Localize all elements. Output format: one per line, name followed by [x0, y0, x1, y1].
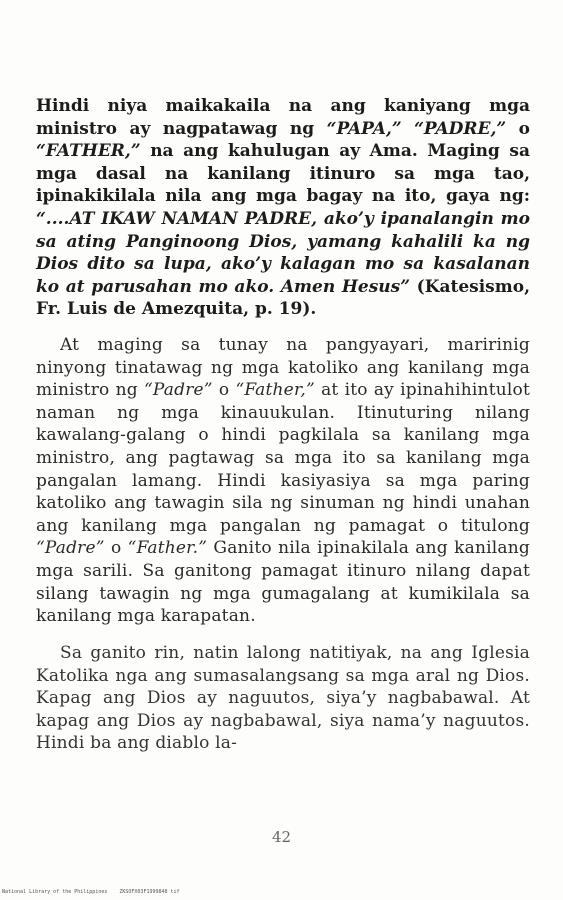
- paragraph-2: [36, 334, 530, 628]
- text-run: o: [506, 118, 530, 139]
- italic-run: “Padre”: [36, 538, 105, 559]
- italic-run: “FATHER,”: [36, 141, 141, 162]
- footer-library: National Library of the Philippines: [2, 889, 108, 895]
- text-run: at ito ay ipinahihintulot naman ng mga kinauukulan. Itinuturing nilang kawalang-galang o hindi pagkilala sa kanilang mga ministro, ang pagtawag sa mga ito sa kanilang mga pangalan lamang. Hindi kasiyasiya sa mga paring katoliko ang tawagin sila ng sinuman ng hindi unahan ang kanilang mga pangalan ng pamagat o titulong: [36, 380, 530, 536]
- footer-code: ZKSOFX03F1999848 tif: [119, 889, 180, 895]
- text-run: At maging sa tunay na pangyayari, maririnig ninyong tinatawag ng mga katoliko ang kanilang mga ministro ng: [36, 335, 530, 401]
- text-run: Sa ganito rin, natin lalong natitiyak, na ang Iglesia Katolika nga ang sumasalangsang sa mga aral ng Dios. Kapag ang Dios ay naguutos, siya’y nagbabawal. At kapag ang Dios ay nagbabawal, siya nama’y naguutos. Hindi ba ang diablo la-: [36, 643, 530, 754]
- italic-run: “Father,”: [235, 380, 315, 401]
- italic-run: “Father.”: [127, 538, 208, 559]
- scan-footer: [2, 889, 192, 895]
- text-run: o: [104, 538, 128, 559]
- prayer-quote: “....AT IKAW NAMAN PADRE, ako’y ipanalangin mo sa ating Panginoong Dios, yamang kahalili ka ng Dios dito sa lupa, ako’y kalagan mo sa kasalanan ko at parusahan mo ako. Amen Hesus”: [36, 208, 530, 297]
- citation: (Katesismo, Fr. Luis de Amezquita, p. 19).: [36, 276, 530, 320]
- italic-run: “Padre”: [144, 380, 213, 401]
- text-run: o: [212, 380, 236, 401]
- paragraph-1: [36, 95, 530, 321]
- paragraph-3: [36, 642, 530, 755]
- text-run: Ganito nila ipinakilala ang kanilang mga sarili. Sa ganitong pamagat itinuro nilang dapat silang tawagin ng mga gumagalang at kumikilala sa kanilang mga karapatan.: [36, 538, 530, 627]
- text-run: Hindi niya maikakaila na ang kaniyang mga ministro ay nagpatawag ng: [36, 96, 530, 139]
- italic-run: “PAPA,” “PADRE,”: [326, 118, 507, 139]
- page-number: 42: [271, 828, 292, 846]
- text-run: na ang kahulugan ay Ama. Maging sa mga dasal na kanilang itinuro sa mga tao, ipinakikilala nila ang mga bagay na ito, gaya ng:: [36, 141, 530, 207]
